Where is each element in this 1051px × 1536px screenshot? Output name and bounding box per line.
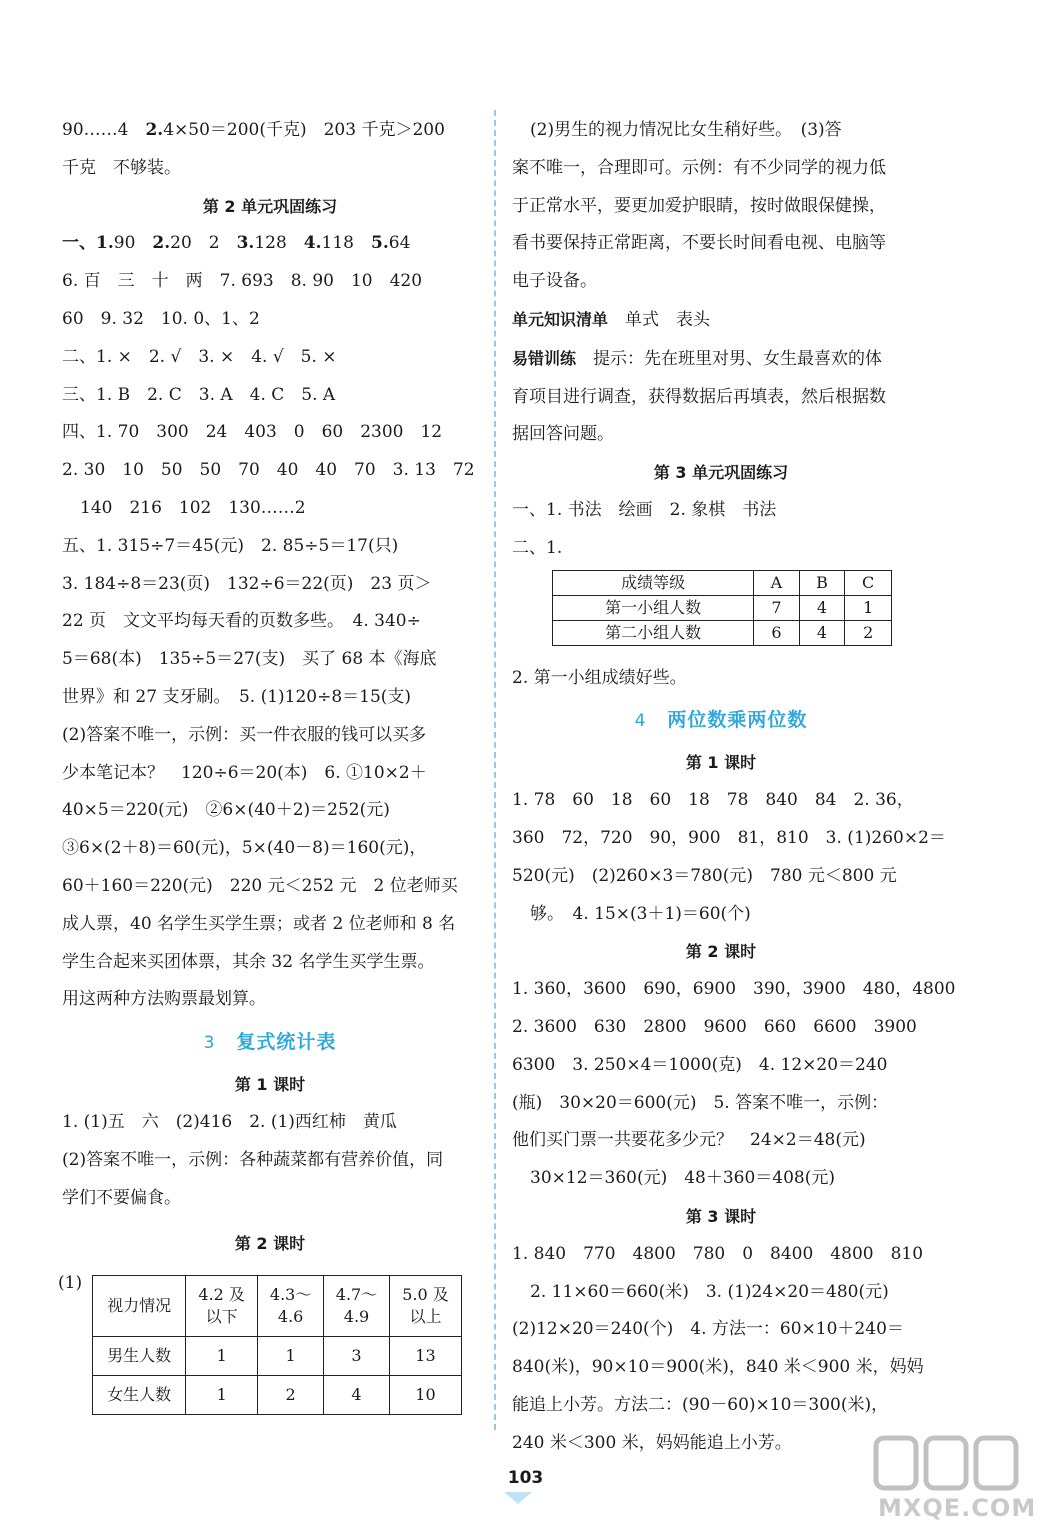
text-line: 世界》和 27 支牙刷。 5. (1)120÷8＝15(支) [62,686,412,707]
text-line: 360 72，720 90，900 81，810 3. (1)260×2＝ [512,827,946,848]
table-header-row [93,1276,462,1337]
left-column [58,112,478,1445]
text-line: ③6×(2＋8)＝60(元)，5×(40－8)＝160(元)， [62,838,427,859]
table-row [93,1376,462,1415]
text-line: 能追上小芳。方法二：(90－60)×10＝300(米)， [512,1394,889,1415]
text-line: 看书要保持正常距离，不要长时间看电视、电脑等 [512,233,886,254]
vision-table [92,1275,462,1415]
table-cell: 1 [186,1337,258,1376]
table-cell: 男生人数 [93,1337,186,1376]
chapter-title [62,1019,478,1066]
text-line: 3. 184÷8＝23(页) 132÷6＝22(页) 23 页＞ [62,573,432,594]
table-header-cell: 5.0 及 以上 [389,1276,461,1337]
text-line: 60＋160＝220(元) 220 元＜252 元 2 位老师买 [62,875,458,896]
table-header-cell: 4.7～ 4.9 [324,1276,390,1337]
text-line: (2)男生的视力情况比女生稍好些。 (3)答 [530,120,842,140]
table-cell: 女生人数 [93,1376,186,1415]
table-header-cell: A [754,570,799,595]
watermark-icon [872,1432,1022,1496]
text-line: 少本笔记本？ 120÷6＝20(本) 6. ①10×2＋ [62,762,427,783]
text-line: 一、1. 书法 绘画 2. 象棋 书法 [512,499,777,520]
table-cell: 2 [258,1376,324,1415]
text-line: (2)答案不唯一，示例：买一件衣服的钱可以买多 [62,724,427,745]
table-cell: 2 [845,620,892,645]
table-cell: 7 [754,595,799,620]
lesson-heading: 第 1 课时 [234,1075,306,1095]
section-heading: 第 2 单元巩固练习 [202,196,338,216]
lesson-heading: 第 2 课时 [685,942,757,962]
text-line: 用这两种方法购票最划算。 [62,989,266,1010]
text-line: 案不唯一，合理即可。示例：有不少同学的视力低 [512,157,886,178]
chapter-title [512,697,930,744]
table-cell: 3 [324,1337,390,1376]
table-cell: 4 [799,620,845,645]
column-divider [494,110,496,1430]
text-line: 90……4 2.4×50＝200(千克) 203 千克＞200 [62,120,445,140]
grade-table [552,570,892,646]
text-line: 1. 360，3600 690，6900 390，3900 480，4800 [512,979,956,1000]
watermark-logo [872,1432,1037,1522]
chapter-number: 3 [203,1033,215,1054]
text-line: (2)答案不唯一，示例：各种蔬菜都有营养价值，同 [62,1149,444,1170]
text-line: 学们不要偏食。 [62,1187,181,1208]
table-cell: 1 [186,1376,258,1415]
text-line: 1. (1)五 六 (2)416 2. (1)西红柿 黄瓜 [62,1111,397,1132]
text-line: 一、1.90 2.20 2 3.128 4.118 5.64 [62,233,411,254]
text-line: 二、1. [512,537,563,558]
text-line: 2. 30 10 50 50 70 40 40 70 3. 13 72 [62,460,475,481]
table-header-cell: 4.3～ 4.6 [258,1276,324,1337]
table-header-cell: 视力情况 [93,1276,186,1337]
text-line: 2. 第一小组成绩好些。 [512,667,687,688]
text-line: 单元知识清单 单式 表头 [512,309,711,330]
text-line: 2. 3600 630 2800 9600 660 6600 3900 [512,1016,917,1037]
text-line: 1. 78 60 18 60 18 78 840 84 2. 36， [512,790,914,811]
text-line: 三、1. B 2. C 3. A 4. C 5. A [62,384,336,405]
text-line: 五、1. 315÷7＝45(元) 2. 85÷5＝17(只) [62,535,399,556]
text-line: 140 216 102 130……2 [80,497,306,518]
table-cell: 13 [389,1337,461,1376]
text-line: 5＝68(本) 135÷5＝27(支) 买了 68 本《海底 [62,649,437,670]
chapter-name: 复式统计表 [236,1031,337,1054]
table-cell: 第一小组人数 [553,595,754,620]
text-line: 30×12＝360(元) 48＋360＝408(元) [530,1168,836,1189]
text-line: 22 页 文文平均每天看的页数多些。 4. 340÷ [62,611,421,632]
watermark-text: MXQE.COM [878,1494,1037,1522]
chapter-name: 两位数乘两位数 [667,709,808,732]
text-line: 易错训练 提示：先在班里对男、女生最喜欢的体 [512,348,883,369]
page-number-ornament [504,1492,532,1504]
text-line: (2)12×20＝240(个) 4. 方法一：60×10＋240＝ [512,1319,904,1340]
grade-table-block [512,568,930,660]
text-line: 育项目进行调查，获得数据后再填表，然后根据数 [512,386,886,407]
right-column [512,112,956,1463]
text-line: 他们买门票一共要花多少元？ 24×2＝48(元) [512,1130,866,1151]
table-cell: 4 [799,595,845,620]
text-line: 四、1. 70 300 24 403 0 60 2300 12 [62,422,443,443]
text-line: 520(元) (2)260×3＝780(元) 780 元＜800 元 [512,865,897,886]
chapter-number: 4 [634,711,646,732]
text-line: 240 米＜300 米，妈妈能追上小芳。 [512,1432,792,1453]
text-line: 于正常水平，要更加爱护眼睛，按时做眼保健操， [512,195,886,216]
text-line: 成人票，40 名学生买学生票；或者 2 位老师和 8 名 [62,913,456,934]
table-row [553,595,892,620]
text-line: 电子设备。 [512,271,597,292]
text-line: (瓶) 30×20＝600(元) 5. 答案不唯一，示例： [512,1092,889,1113]
text-line: 40×5＝220(元) ②6×(40＋2)＝252(元) [62,800,390,821]
text-line: 据回答问题。 [512,424,614,445]
table-header-cell: 成绩等级 [553,570,754,595]
text-line: 千克 不够装。 [62,157,181,178]
lesson-heading: 第 3 课时 [685,1206,757,1226]
text-line: 够。 4. 15×(3＋1)＝60(个) [530,903,751,924]
table-header-cell: C [845,570,892,595]
table-cell: 第二小组人数 [553,620,754,645]
text-line: 6300 3. 250×4＝1000(克) 4. 12×20＝240 [512,1054,888,1075]
lesson-heading: 第 2 课时 [234,1234,306,1254]
text-line: 二、1. × 2. √ 3. × 4. √ 5. × [62,346,337,367]
table-cell: 1 [845,595,892,620]
text-line: 60 9. 32 10. 0、1、2 [62,308,260,329]
table-cell: 1 [258,1337,324,1376]
vision-table-block [58,1269,478,1445]
table-cell: 6 [754,620,799,645]
table-cell: 10 [389,1376,461,1415]
section-heading: 第 3 单元巩固练习 [653,463,789,483]
page-number: 103 [507,1468,544,1488]
label-knowledge-list: 单元知识清单 [512,309,609,329]
lesson-heading: 第 1 课时 [685,753,757,773]
table-row [93,1337,462,1376]
text-line: 2. 11×60＝660(米) 3. (1)24×20＝480(元) [530,1281,889,1302]
text-line: 1. 840 770 4800 780 0 8400 4800 810 [512,1243,924,1264]
table-header-cell: B [799,570,845,595]
table-label: (1) [58,1273,83,1294]
text-line: 学生合起来买团体票，其余 32 名学生买学生票。 [62,951,435,972]
table-header-row [553,570,892,595]
text-line: 6. 百 三 十 两 7. 693 8. 90 10 420 [62,271,423,292]
table-row [553,620,892,645]
table-cell: 4 [324,1376,390,1415]
text-line: 840(米)，90×10＝900(米)，840 米＜900 米，妈妈 [512,1357,924,1378]
label-error-training: 易错训练 [512,348,577,368]
table-header-cell: 4.2 及 以下 [186,1276,258,1337]
